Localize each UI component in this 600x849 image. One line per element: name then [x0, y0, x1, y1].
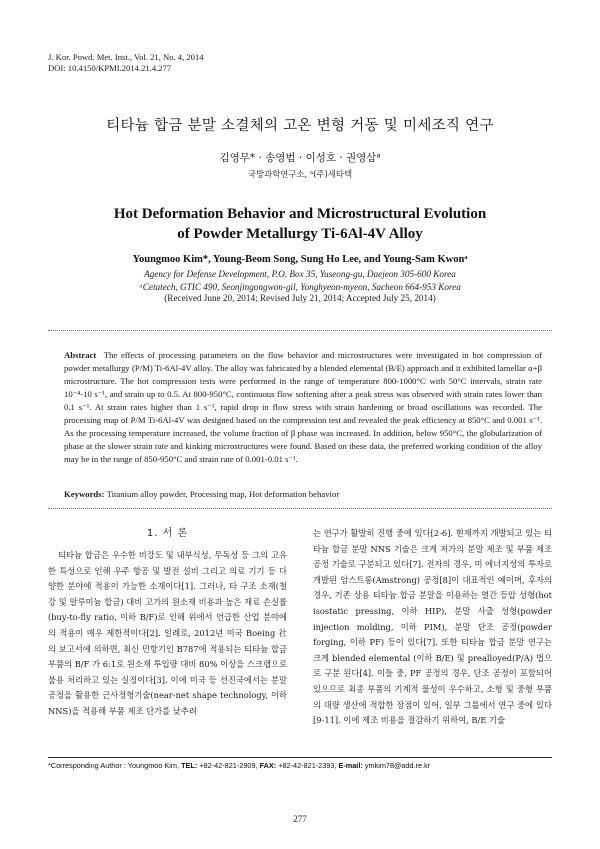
journal-doi-line: DOI: 10.4150/KPMI.2014.21.4.277 — [48, 63, 172, 73]
footnote-rule — [48, 757, 552, 758]
english-authors: Youngmoo Kim*, Young-Beom Song, Sung Ho Lee, and Young-Sam Kwonᵃ — [132, 254, 468, 265]
english-title-line2: of Powder Metallurgy Ti-6Al-4V Alloy — [177, 226, 423, 242]
keywords — [64, 489, 542, 499]
body-column-right — [313, 526, 552, 729]
affiliation-line2: ᵃCetatech, GTIC 490, Seonjingongwon-gil, Yonghyeon-myeon, Sacheon 664-953 Korea — [139, 281, 461, 292]
received-dates: (Received June 20, 2014; Revised July 21, 2014; Accepted July 25, 2014) — [164, 293, 436, 303]
korean-affiliation: 국방과학연구소, ᵃ(주)세타텍 — [247, 169, 353, 179]
korean-authors: 김영무* · 송영범 · 이성호 · 권영삼ᵃ — [219, 152, 381, 164]
abstract-text: The effects of processing parameters on the flow behavior and microstructures were investigated in hot compression of powder metallurgy (P/M) Ti-6Al-4V alloy. The alloy was fabricated by a blended elemental (B/E) approach and it exhibited lamellar α+β microstructure. The hot compression tests were performed in the range of temperature 800-1000°C with 50°C intervals, strain rate 10⁻⁴-10 s⁻¹, and strain up to 0.5. At 800-950°C, continuous flow softening after a peak stress was observed with strain rates lower than 0.1 s⁻¹. At strain rates higher than 1 s⁻¹, rapid drop in flow stress with strain hardening or broad oscillations was recorded. The processing map of P/M Ti-6Al-4V was designed based on the compression test and revealed the peak efficiency at 850°C and 0.001 s⁻¹. As the processing temperature increased, the volume fraction of β phase was increased. In addition, below 950°C, the globularization of phase at the slower strain rate and kinking microstructures were found. Based on these data, the preferred working condition of the alloy may be in the range of 850-950°C and strain rate of 0.001-0.01 s⁻¹. — [64, 350, 543, 465]
abstract-label: Abstract — [64, 350, 97, 360]
top-divider — [48, 330, 552, 331]
keywords-text: Titanium alloy powder, Processing map, Hot deformation behavior — [106, 489, 340, 499]
email-label: E-mail: — [338, 761, 363, 770]
body-column-left — [48, 526, 287, 720]
body-paragraph: 티타늄 합금은 우수한 비강도 및 내부식성, 무독성 등 그의 고유한 특성으로 인해 우주 항공 및 발전 설비 그리고 의료 기기 등 다양한 분야에 적용이 가능한 소재이다[1]. 그러나, 타 구조 소재(철강 및 알루미늄 합금) 대비 고가의 원소재 비용과 높은 재료 손실률(buy-to-fly ratio, 이하 B/F)로 인해 위에서 언급한 산업 분야에의 적용이 매우 제한적이다[2]. 일례로, 2012년 미국 Boeing 社의 보고서에 의하면, 최신 민항기인 B787에 적용되는 티타늄 합금 부품의 B/F 가 6:1로 원소재 투입량 대비 80% 이상을 스크랩으로 불용 처리하고 있는 실정이다[3]. 이에 미국 등 선진국에서는 분말 공정을 활용한 근사정형기술(near-net shape technology, 이하 NNS)을 적용해 부품 제조 단가를 낮추려 — [48, 550, 287, 716]
journal-citation — [48, 52, 204, 74]
page-number: 277 — [293, 814, 307, 824]
abstract — [64, 349, 542, 466]
keywords-label: Keywords: — [64, 489, 105, 499]
affiliation-line1: Agency for Defense Development, P.O. Box 35, Yuseong-gu, Daejeon 305-600 Korea — [144, 269, 456, 279]
fax-value: +82-42-821-2393, — [278, 761, 337, 770]
korean-title: 티타늄 합금 분말 소결체의 고온 변형 거동 및 미세조직 연구 — [106, 118, 494, 134]
english-title — [0, 204, 600, 244]
tel-value: +82-42-821-2909, — [199, 761, 258, 770]
english-affiliation — [0, 268, 600, 293]
corresponding-author-footnote — [48, 761, 430, 770]
english-title-line1: Hot Deformation Behavior and Microstructural Evolution — [113, 206, 487, 222]
email-value: ymkim78@add.re.kr — [364, 761, 431, 770]
journal-volume-line: J. Kor. Powd. Met. Inst., Vol. 21, No. 4, 2014 — [48, 52, 204, 62]
footnote-author: *Corresponding Author : Youngmoo Kim, — [48, 761, 180, 770]
fax-label: FAX: — [259, 761, 277, 770]
bottom-divider — [48, 508, 552, 509]
tel-label: TEL: — [181, 761, 198, 770]
body-paragraph-continued: 는 연구가 활발히 진행 중에 있다[2-6]. 현재까지 개발되고 있는 티타늄 합금 분말 NNS 기술은 크게 저가의 분말 제조 및 부품 제조 공정 기술로 구분되고 있다[7]. 전자의 경우, 미 에너지성의 투자로 개발된 암스트롱(Amstrong) 공정[8]이 대표적인 예이며, 후자의 경우, 기존 상용 티타늄 합금 분말을 이용하는 열간 등압 성형(hot isostatic pressing, 이하 HIP), 분말 사출 성형(powder injection molding, 이하 PIM), 분말 단조 공정(powder forging, 이하 PF) 등이 있다[7]. 또한 티타늄 합금 분말 연구는 크게 blended elemental (이하 B/E) 및 prealloyed(P/A) 법으로 구분 된다[4]. 이들 중, PF 공정의 경우, 단조 공정이 포함되어 있으므로 최종 부품의 기계적 물성이 우수하고, 소형 및 중형 부품의 대량 생산에 적합한 장점이 있어, 일부 그룹에서 연구 중에 있다[9-11]. 이에 제조 비용을 절감하기 위하여, B/E 기술 — [313, 528, 552, 726]
section-heading: 1. 서 론 — [146, 528, 189, 539]
